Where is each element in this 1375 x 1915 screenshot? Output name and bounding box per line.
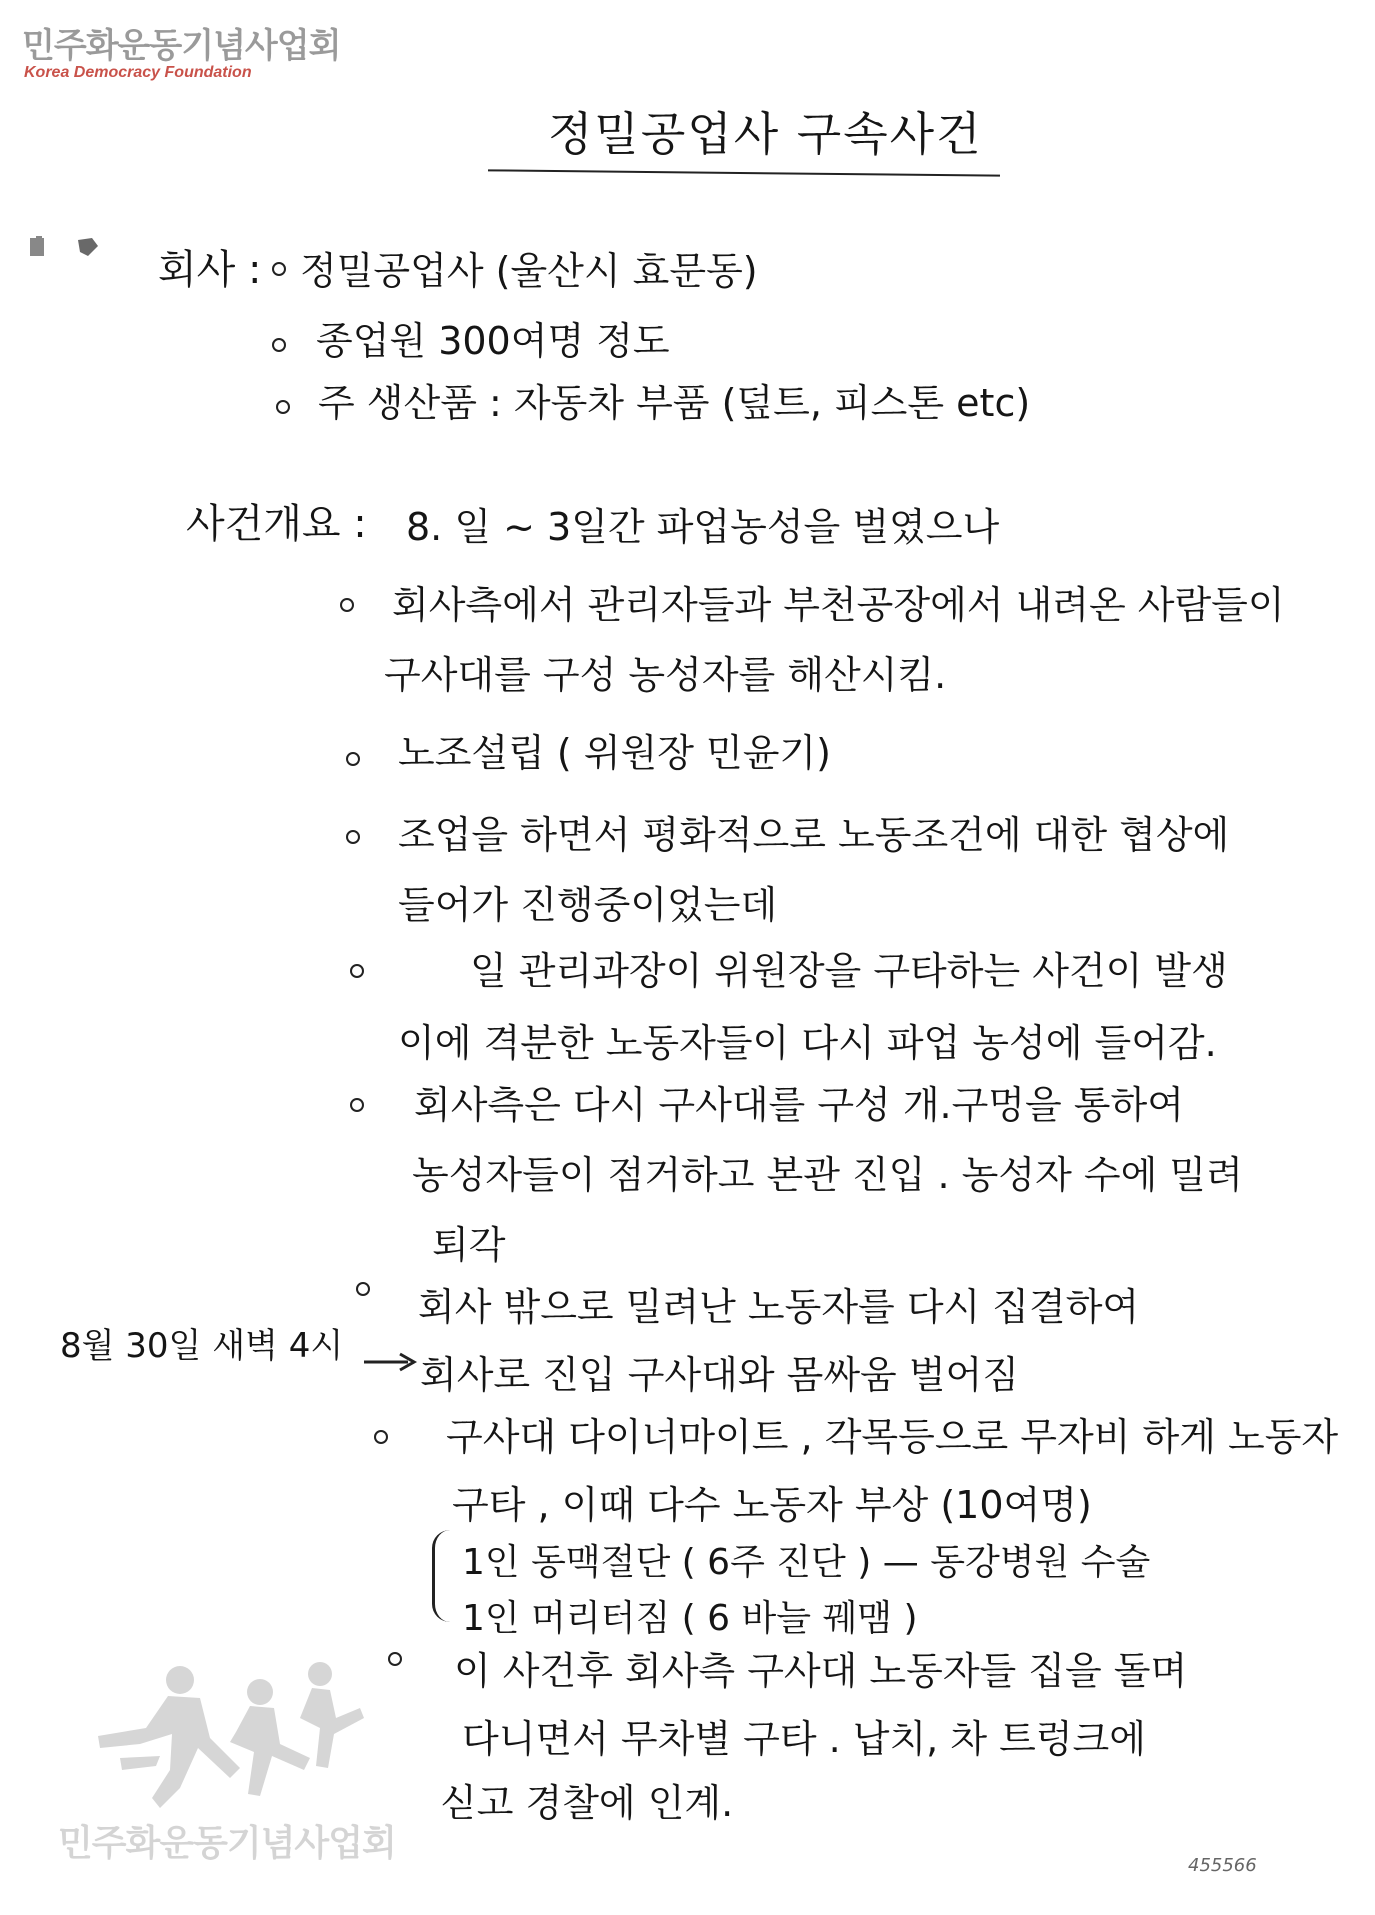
summary-line: 구사대를 구성 농성자를 해산시킴. [384, 653, 947, 697]
page-number: 455566 [1188, 1855, 1257, 1876]
bracket [432, 1530, 457, 1622]
summary-line: 다니면서 무차별 구타 . 납치, 차 트렁크에 [462, 1717, 1146, 1761]
summary-line: 노조설립 ( 위원장 민윤기) [398, 731, 831, 775]
summary-label: 사건개요 : [186, 501, 367, 547]
watermark-org-name: 민주화운동기념사업회 [58, 1823, 396, 1864]
summary-line: 이에 격분한 노동자들이 다시 파업 농성에 들어감. [398, 1021, 1217, 1065]
summary-line: 회사측은 다시 구사대를 구성 개.구멍을 통하여 [414, 1083, 1184, 1127]
summary-line: 퇴각 [432, 1223, 506, 1267]
injury-line: 1인 동맥절단 ( 6주 진단 ) — 동강병원 수술 [462, 1542, 1151, 1583]
summary-line: 회사측에서 관리자들과 부천공장에서 내려온 사람들이 [392, 583, 1285, 627]
org-logo-english: Korea Democracy Foundation [24, 64, 252, 81]
summary-line: 싣고 경찰에 인계. [440, 1781, 734, 1825]
bullet [374, 1430, 388, 1444]
company-label: 회사 : [158, 247, 262, 293]
company-employees: 종업원 300여명 정도 [316, 319, 670, 363]
title-underline [488, 169, 1000, 176]
summary-line: 이 사건후 회사측 구사대 노동자들 집을 돌며 [454, 1649, 1188, 1693]
summary-line: 8. 일 ~ 3일간 파업농성을 벌였으나 [406, 505, 1000, 549]
bullet [346, 830, 360, 844]
summary-line: 회사로 진입 구사대와 몸싸움 벌어짐 [420, 1353, 1019, 1397]
bullet [272, 338, 286, 352]
bullet [350, 964, 364, 978]
arrow-right-icon [362, 1352, 418, 1372]
runners-logo-icon [60, 1648, 370, 1828]
bullet [388, 1652, 402, 1666]
bullet [350, 1098, 364, 1112]
bullet [346, 752, 360, 766]
bullet [356, 1282, 370, 1296]
injury-line: 1인 머리터짐 ( 6 바늘 꿰맴 ) [462, 1598, 918, 1639]
bullet [272, 262, 286, 276]
summary-line: 일 관리과장이 위원장을 구타하는 사건이 발생 [470, 949, 1228, 993]
bullet [340, 598, 354, 612]
bullet [276, 400, 290, 414]
summary-line: 농성자들이 점거하고 본관 진입 . 농성자 수에 밀려 [412, 1153, 1243, 1197]
summary-line: 구사대 다이너마이트 , 각목등으로 무자비 하게 노동자 [446, 1415, 1339, 1459]
org-logo-korean: 민주화운동기념사업회 [22, 26, 341, 66]
margin-note: 8월 30일 새벽 4시 [60, 1326, 344, 1366]
summary-line: 구타 , 이때 다수 노동자 부상 (10여명) [452, 1483, 1092, 1527]
document-title: 정밀공업사 구속사건 [548, 107, 983, 161]
company-products: 주 생산품 : 자동차 부품 (덮트, 피스톤 etc) [318, 381, 1031, 425]
summary-line: 조업을 하면서 평화적으로 노동조건에 대한 협상에 [398, 813, 1230, 857]
summary-line: 회사 밖으로 밀려난 노동자를 다시 집결하여 [418, 1285, 1140, 1329]
summary-line: 들어가 진행중이었는데 [398, 883, 778, 927]
company-name: 정밀공업사 (울산시 효문동) [300, 249, 758, 293]
ink-smudge [28, 234, 108, 262]
